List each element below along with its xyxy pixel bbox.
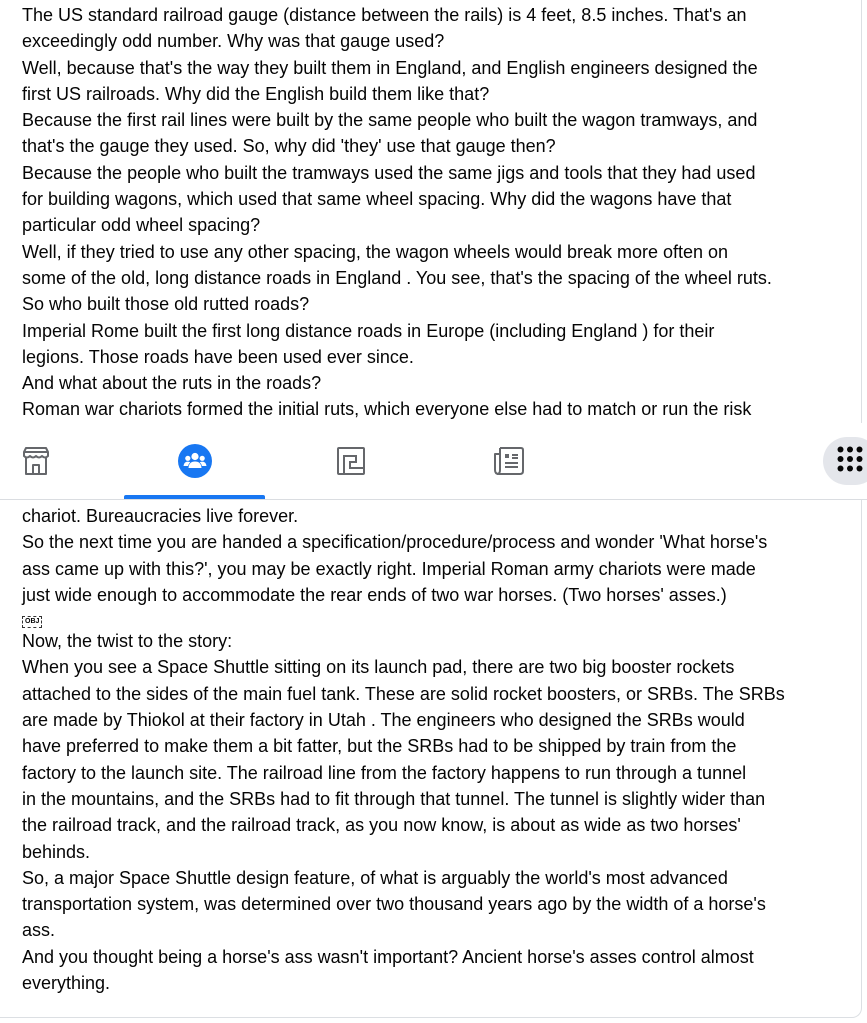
object-placeholder-row <box>22 608 852 628</box>
tab-gaming[interactable] <box>280 423 422 499</box>
post-text-line: The US standard railroad gauge (distance between the rails) is 4 feet, 8.5 inches. That's an <box>22 5 747 25</box>
tab-marketplace[interactable] <box>0 423 107 499</box>
post-text-top <box>22 2 852 423</box>
post-text-line: for building wagons, which used that same wheel spacing. Why did the wagons have that <box>22 189 732 210</box>
menu-button[interactable] <box>823 437 867 485</box>
post-text-line: And you thought being a horse's ass wasn't important? Ancient horse's asses control almost <box>22 946 754 967</box>
post-text-line: that's the gauge they used. So, why did 'they' use that gauge then? <box>22 136 556 157</box>
post-text-line: Well, if they tried to use any other spacing, the wagon wheels would break more often on <box>22 241 729 262</box>
object-placeholder-glyph: OBJ <box>22 616 42 628</box>
post-text-line: So, a major Space Shuttle design feature, of what is arguably the world's most advanced <box>22 867 728 888</box>
post-text-line: Imperial Rome built the first long distance roads in Europe (including England ) for their <box>22 320 715 341</box>
post-text-line: Now, the twist to the story: <box>22 631 233 652</box>
post-text-line: first US railroads. Why did the English build them like that? <box>22 83 490 104</box>
active-tab-indicator <box>124 495 265 499</box>
tab-news[interactable] <box>438 423 580 499</box>
post-text-line: attached to the sides of the main fuel tank. These are solid rocket boosters, or SRBs. The SRBs <box>22 683 785 704</box>
post-text-line: So the next time you are handed a specification/procedure/process and wonder 'What horse's <box>22 532 768 553</box>
post-text-line: particular odd wheel spacing? <box>22 215 261 236</box>
gaming-icon <box>335 445 367 477</box>
post-text-line: just wide enough to accommodate the rear ends of two war horses. (Two horses' asses.) <box>22 584 727 605</box>
post-text-line: Well, because that's the way they built them in England, and English engineers designed the <box>22 57 758 78</box>
post-text-line: factory to the launch site. The railroad line from the factory happens to run through a tunnel <box>22 762 747 783</box>
post-text-line: So who built those old rutted roads? <box>22 294 310 315</box>
groups-icon <box>178 444 212 478</box>
post-text-line: Roman war chariots formed the initial ruts, which everyone else had to match or run the risk <box>22 399 752 420</box>
post-text-line: ass. <box>22 920 56 941</box>
post-text-line: everything. <box>22 973 111 994</box>
post-text-line: in the mountains, and the SRBs had to fit through that tunnel. The tunnel is slightly wider than <box>22 788 766 809</box>
post-text-line: exceedingly odd number. Why was that gauge used? <box>22 31 445 52</box>
post-text-line: legions. Those roads have been used ever since. <box>22 346 414 367</box>
post-text-line: Because the people who built the tramways used the same jigs and tools that they had used <box>22 162 756 183</box>
post-text-line: behinds. <box>22 841 91 862</box>
post-text-line: transportation system, was determined over two thousand years ago by the width of a horse's <box>22 894 766 915</box>
post-text-line: When you see a Space Shuttle sitting on its launch pad, there are two big booster rockets <box>22 657 735 678</box>
post-text-line: some of the old, long distance roads in England . You see, that's the spacing of the wheel ruts. <box>22 267 772 288</box>
post-text-line: chariot. Bureaucracies live forever. <box>22 506 299 526</box>
post-text-line: And what about the ruts in the roads? <box>22 373 322 394</box>
navigation-tab-bar <box>0 423 867 500</box>
post-text-line: have preferred to make them a bit fatter, but the SRBs had to be shipped by train from the <box>22 736 737 757</box>
post-text-line: are made by Thiokol at their factory in Utah . The engineers who designed the SRBs would <box>22 710 745 731</box>
tab-groups[interactable] <box>124 423 266 499</box>
grid-menu-icon <box>837 446 863 477</box>
post-text-line: the railroad track, and the railroad track, as you now know, is about as wide as two horses' <box>22 815 741 836</box>
post-text-bottom <box>22 503 852 996</box>
post-text-line: Because the first rail lines were built by the same people who built the wagon tramways, and <box>22 110 758 131</box>
storefront-icon <box>20 445 52 477</box>
post-text-line: ass came up with this?', you may be exactly right. Imperial Roman army chariots were made <box>22 558 756 579</box>
news-feed-icon <box>492 445 526 477</box>
